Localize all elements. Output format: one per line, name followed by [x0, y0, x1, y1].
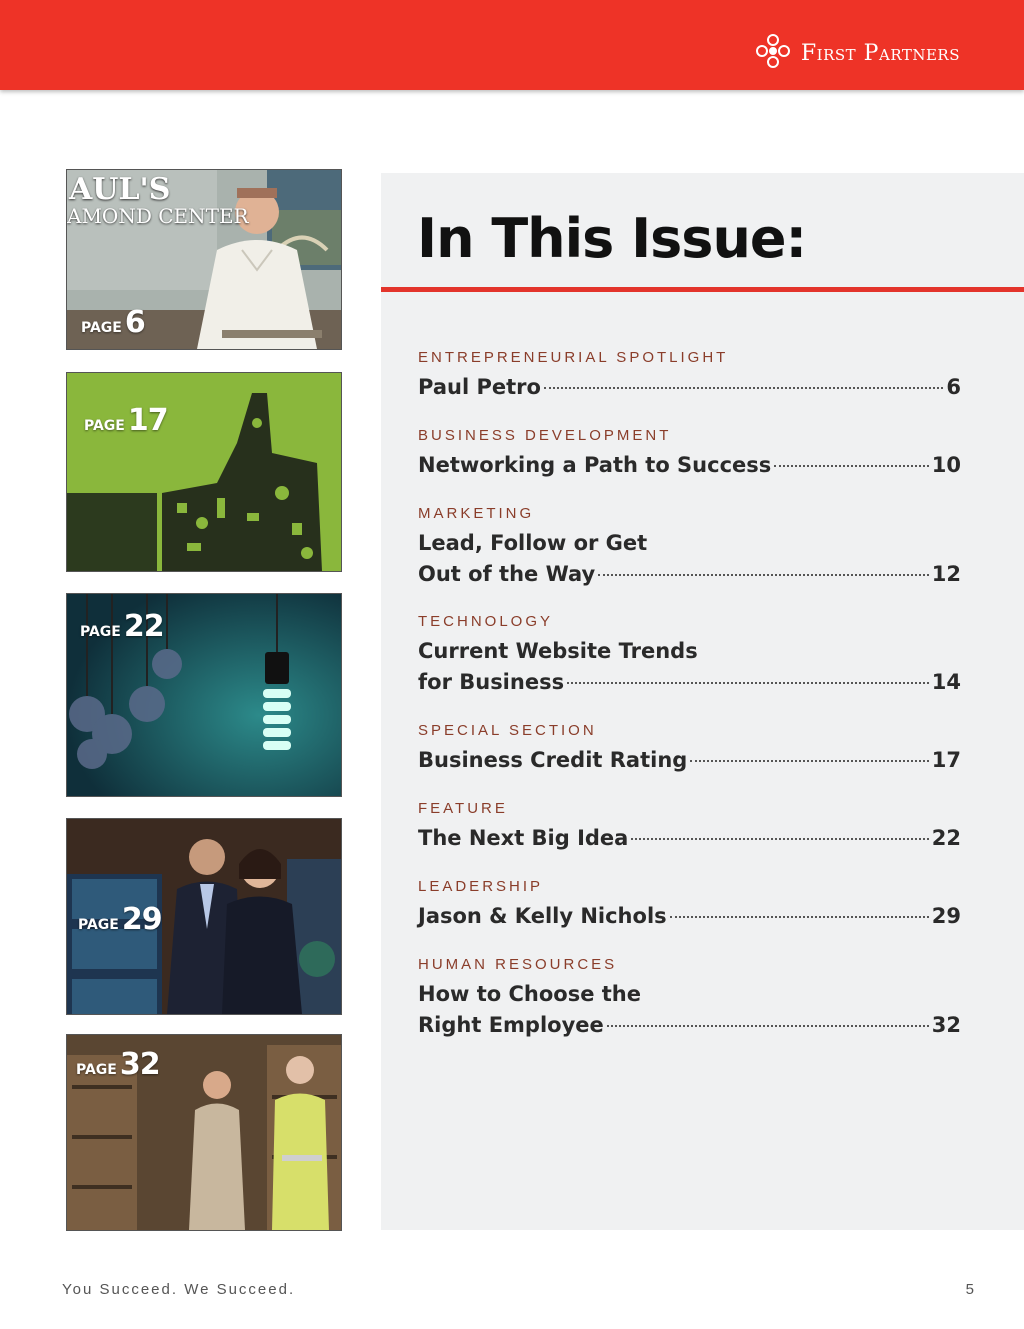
- page-label: [81, 305, 145, 340]
- toc-entry[interactable]: [418, 800, 961, 854]
- toc-entry[interactable]: [418, 505, 961, 590]
- dot-leader: [670, 916, 929, 918]
- store-sign-line1: AUL'S: [69, 172, 171, 207]
- panel-title: In This Issue:: [417, 207, 807, 270]
- section-label: MARKETING: [418, 505, 535, 522]
- article-page: 12: [931, 562, 961, 586]
- article-title-line2[interactable]: for Business: [418, 670, 565, 694]
- page-label: [78, 902, 162, 937]
- article-title[interactable]: Networking a Path to Success: [418, 453, 772, 477]
- brand-logo[interactable]: [753, 32, 960, 74]
- dot-leader: [774, 465, 928, 467]
- article-title-line1[interactable]: Current Website Trends: [418, 639, 698, 663]
- toc-entry[interactable]: [418, 613, 961, 698]
- thumbnail-page-22[interactable]: [66, 593, 342, 797]
- article-title[interactable]: Paul Petro: [418, 375, 541, 399]
- section-label: LEADERSHIP: [418, 878, 544, 895]
- article-title[interactable]: The Next Big Idea: [418, 826, 629, 850]
- section-label: TECHNOLOGY: [418, 613, 554, 630]
- article-page: 22: [931, 826, 961, 850]
- dot-leader: [567, 682, 929, 684]
- thumbnail-page-6[interactable]: [66, 169, 342, 350]
- store-sign-line2: AMOND CENTER: [67, 204, 249, 228]
- page-word: PAGE: [81, 320, 122, 336]
- article-page: 10: [931, 453, 961, 477]
- thumbnail-page-32[interactable]: [66, 1034, 342, 1231]
- page-number: 32: [119, 1047, 160, 1082]
- article-title-line1[interactable]: How to Choose the: [418, 982, 641, 1006]
- page-number: 22: [123, 609, 164, 644]
- dot-leader: [631, 838, 928, 840]
- page-word: PAGE: [84, 418, 125, 434]
- article-title[interactable]: Jason & Kelly Nichols: [418, 904, 667, 928]
- thumbnail-page-17[interactable]: [66, 372, 342, 572]
- article-title-line1[interactable]: Lead, Follow or Get: [418, 531, 648, 555]
- page-label: [76, 1047, 160, 1082]
- toc-entry[interactable]: [418, 878, 961, 932]
- article-title-line2[interactable]: Out of the Way: [418, 562, 596, 586]
- section-label: SPECIAL SECTION: [418, 722, 597, 739]
- section-label: HUMAN RESOURCES: [418, 956, 618, 973]
- page-number: 17: [127, 403, 168, 438]
- brand-name: First Partners: [800, 40, 960, 66]
- page-word: PAGE: [78, 917, 119, 933]
- section-label: FEATURE: [418, 800, 508, 817]
- header-bar: [0, 0, 1024, 90]
- dot-leader: [544, 387, 943, 389]
- article-title[interactable]: Business Credit Rating: [418, 748, 688, 772]
- toc-entry[interactable]: [418, 956, 961, 1041]
- page-word: PAGE: [76, 1062, 117, 1078]
- title-divider: [381, 287, 1024, 292]
- page-label: [84, 403, 168, 438]
- article-page: 32: [931, 1013, 961, 1037]
- page-number: 29: [121, 902, 162, 937]
- page-label: [80, 609, 164, 644]
- floral-emblem-icon: [753, 31, 793, 75]
- footer-page-number: 5: [965, 1281, 974, 1298]
- section-label: BUSINESS DEVELOPMENT: [418, 427, 672, 444]
- toc-entry[interactable]: [418, 722, 961, 776]
- thumbnail-page-29[interactable]: [66, 818, 342, 1015]
- footer-tagline: You Succeed. We Succeed.: [62, 1281, 296, 1298]
- article-page: 29: [931, 904, 961, 928]
- dot-leader: [607, 1025, 929, 1027]
- article-page: 14: [931, 670, 961, 694]
- article-title-line2[interactable]: Right Employee: [418, 1013, 604, 1037]
- toc-entry[interactable]: [418, 427, 961, 481]
- contents-panel: [381, 173, 1024, 1230]
- article-page: 17: [931, 748, 961, 772]
- section-label: ENTREPRENEURIAL SPOTLIGHT: [418, 349, 729, 366]
- page-word: PAGE: [80, 624, 121, 640]
- article-page: 6: [946, 375, 961, 399]
- page-number: 6: [124, 305, 145, 340]
- toc-entry[interactable]: [418, 349, 961, 403]
- dot-leader: [598, 574, 929, 576]
- dot-leader: [690, 760, 928, 762]
